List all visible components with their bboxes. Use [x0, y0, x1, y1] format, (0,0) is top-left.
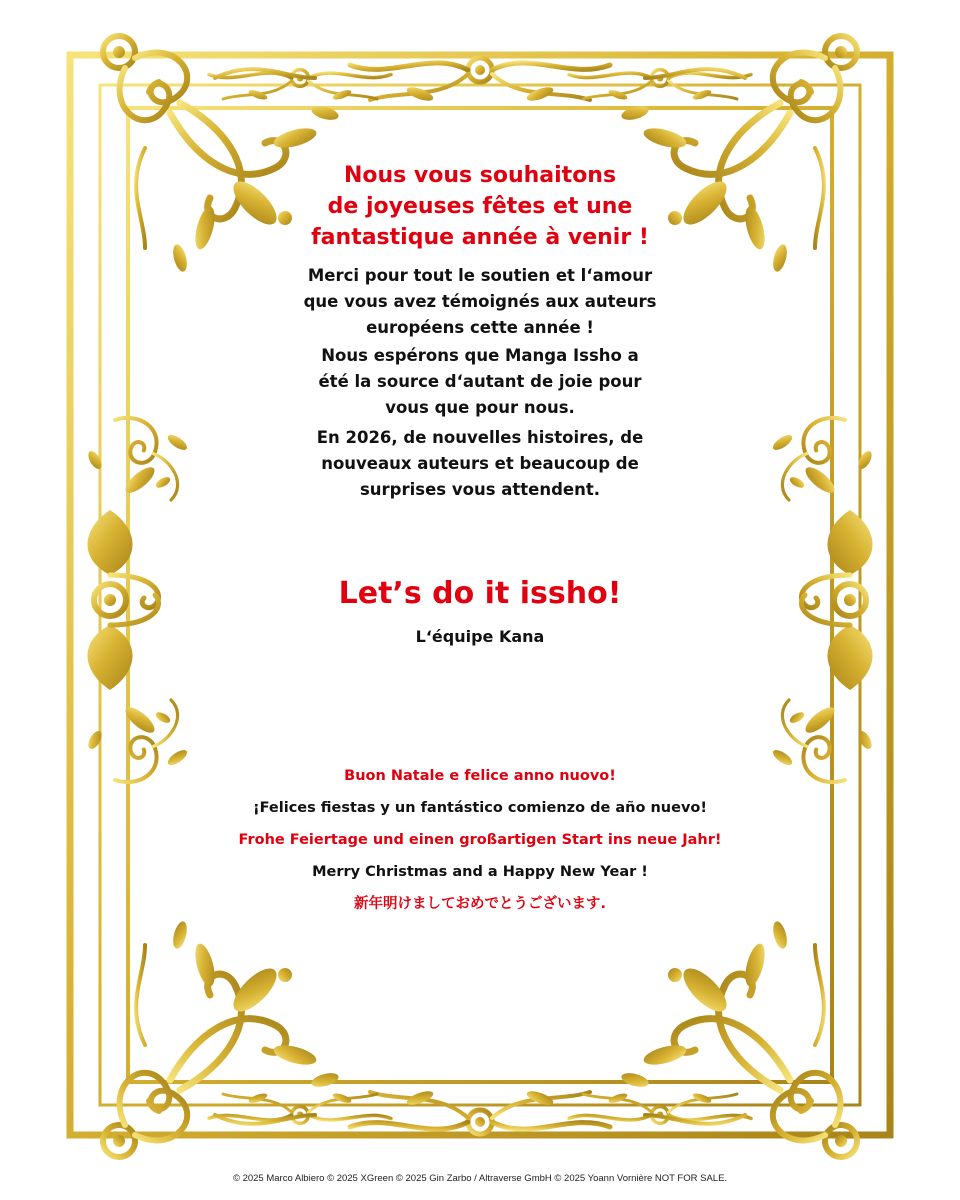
- copyright-notice: © 2025 Marco Albiero © 2025 XGreen © 2025 Gin Zarbo / Altraverse GmbH © 2025 Yoann Vornière NOT FOR SALE.: [232, 1173, 728, 1184]
- greeting-italian: Buon Natale e felice anno nuovo!: [344, 768, 616, 784]
- greeting-english: Merry Christmas and a Happy New Year !: [312, 864, 648, 880]
- paragraph-line: que vous avez témoignés aux auteurs: [303, 292, 657, 311]
- greeting-german: Frohe Feiertage und einen großartigen Start ins neue Jahr!: [238, 832, 722, 848]
- paragraph-line: En 2026, de nouvelles histoires, de: [316, 428, 644, 447]
- paragraph-line: nouveaux auteurs et beaucoup de: [321, 454, 639, 473]
- paragraph-line: Merci pour tout le soutien et l‘amour: [307, 266, 653, 285]
- slogan: Let’s do it issho!: [338, 576, 622, 611]
- paragraph-line: surprises vous attendent.: [359, 480, 601, 499]
- paragraph-line: vous que pour nous.: [385, 398, 575, 417]
- greeting-japanese: 新年明けましておめでとうございます.: [353, 896, 606, 912]
- paragraph-2026: [150, 425, 810, 503]
- signature: L‘équipe Kana: [415, 627, 545, 646]
- greeting-spanish: ¡Felices fiestas y un fantástico comienzo de año nuevo!: [252, 800, 707, 816]
- paragraph-line: européens cette année !: [366, 318, 594, 337]
- paragraph-line: été la source d‘autant de joie pour: [318, 372, 642, 391]
- paragraph-hope: [150, 343, 810, 421]
- headline-line-2: de joyeuses fêtes et une: [327, 194, 633, 219]
- paragraph-thanks: [150, 263, 810, 341]
- headline-line-1: Nous vous souhaitons: [343, 163, 617, 188]
- headline-line-3: fantastique année à venir !: [311, 225, 649, 250]
- headline: [150, 160, 810, 253]
- paragraph-line: Nous espérons que Manga Issho a: [321, 346, 639, 365]
